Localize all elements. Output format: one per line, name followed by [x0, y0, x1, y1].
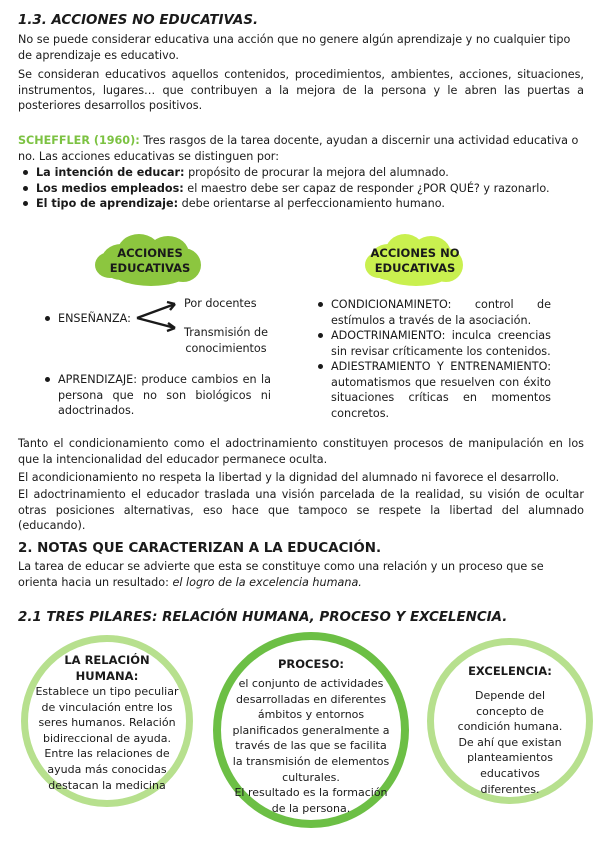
pillar-relacion-body: Establece un tipo peculiar de vinculación entre los seres humanos. Relación bidireccional de ayuda. Entre las relaciones de ayuda más conocidas destacan la medicina: [35, 685, 179, 792]
manipulation-paragraph-3: El adoctrinamiento el educador traslada una visión parcelada de la realidad, su visión de ocultar otras posiciones alternativas, eso hace que tampoco se respete la libertad del alumnado (educando).: [18, 488, 584, 532]
no-educativas-list: [313, 297, 551, 421]
list-item: ADOCTRINAMIENTO: inculca creencias sin revisar críticamente los contenidos.: [313, 328, 551, 359]
list-item: El tipo de aprendizaje: debe orientarse al perfeccionamiento humano.: [18, 196, 584, 212]
list-item: APRENDIZAJE: produce cambios en la persona que no son biológicos ni adoctrinados.: [40, 372, 271, 419]
list-item: ENSEÑANZA:: [40, 311, 150, 327]
pillar-excelencia-title: EXCELENCIA:: [468, 664, 552, 678]
aprendizaje-bullet: [40, 372, 271, 419]
manipulation-paragraph-2: El acondicionamiento no respeta la libertad y la dignidad del alumnado ni favorece el desarrollo.: [18, 471, 560, 484]
pillar-proceso: [213, 632, 409, 828]
section-13-title: 1.3. ACCIONES NO EDUCATIVAS.: [18, 13, 259, 28]
pillar-excelencia: [427, 638, 593, 804]
list-item: Los medios empleados: el maestro debe ser capaz de responder ¿POR QUÉ? y razonarlo.: [18, 181, 584, 197]
pillar-excelencia-body: Depende del concepto de condición humana. De ahí que existan planteamientos educativos diferentes.: [457, 689, 563, 796]
pillar-proceso-body: el conjunto de actividades desarrolladas en diferentes ámbitos y entornos planificados generalmente a través de las que se facilita la transmisión de elementos culturales. El resultado es la formación de la persona.: [232, 677, 390, 815]
section-13-paragraph-2: Se consideran educativos aquellos contenidos, procedimientos, ambientes, acciones, situaciones, instrumentos, lugares… que contribuyen a la mejora de la persona y le abren las puertas a posteriores desarrollos positivos.: [18, 68, 584, 112]
cloud-educativas-label: ACCIONES EDUCATIVAS: [109, 246, 191, 275]
list-item: ADIESTRAMIENTO Y ENTRENAMIENTO: automatismos que resuelven con éxito situaciones críticas en momentos concretos.: [313, 359, 551, 421]
branch-por-docentes: Por docentes: [184, 297, 257, 310]
section-2-title: 2. NOTAS QUE CARACTERIZAN A LA EDUCACIÓN.: [18, 541, 382, 556]
scheffler-text: Tres rasgos de la tarea docente, ayudan a discernir una actividad educativa o no. Las acciones educativas se distinguen por:: [18, 134, 579, 163]
scheffler-bullet-list: [18, 165, 584, 212]
list-item: CONDICIONAMINETO: control de estímulos a través de la asociación.: [313, 297, 551, 328]
pillar-proceso-title: PROCESO:: [277, 657, 344, 671]
scheffler-label: SCHEFFLER (1960):: [18, 134, 140, 147]
pillar-relacion-title: LA RELACIÓN HUMANA:: [64, 653, 150, 683]
pillar-relacion-humana: [21, 635, 193, 807]
cloud-acciones-educativas: [95, 232, 205, 290]
ensenanza-bullet: [40, 311, 150, 327]
section-21-title: 2.1 TRES PILARES: RELACIÓN HUMANA, PROCESO Y EXCELENCIA.: [18, 610, 508, 625]
cloud-acciones-no-educativas: [365, 232, 465, 290]
cloud-no-educativas-label: ACCIONES NO EDUCATIVAS: [370, 246, 460, 275]
section-13-paragraph-1: No se puede considerar educativa una acción que no genere algún aprendizaje y no cualquier tipo de aprendizaje es educativo.: [18, 33, 571, 62]
branch-transmision: Transmisión de conocimientos: [184, 326, 268, 355]
manipulation-paragraph-1: Tanto el condicionamiento como el adoctrinamiento constituyen procesos de manipulación en los que la intencionalidad del educador permanece oculta.: [18, 437, 584, 466]
branch-arrow-icon: [135, 298, 181, 334]
scheffler-paragraph: [18, 133, 584, 164]
list-item: La intención de educar: propósito de procurar la mejora del alumnado.: [18, 165, 584, 181]
section-2-paragraph: La tarea de educar se advierte que esta se constituye como una relación y un proceso que se orienta hacia un resultado: el logro de la excelencia humana.: [18, 560, 544, 589]
